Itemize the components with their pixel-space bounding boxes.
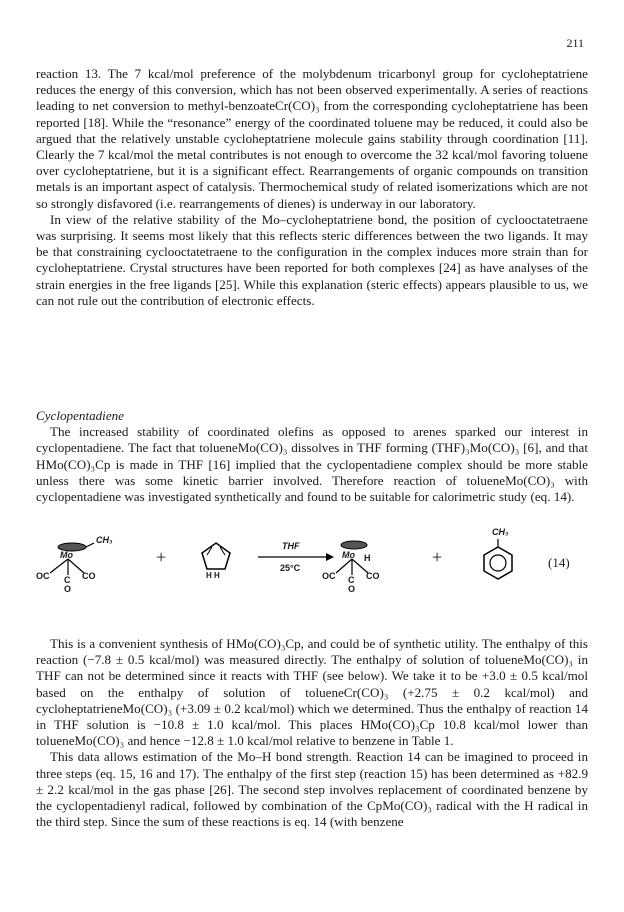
methyl-label: CH₃ (96, 535, 113, 545)
toluene-product-drawing (484, 539, 512, 579)
co-label: CO (82, 571, 96, 581)
paragraph: reaction 13. The 7 kcal/mol preference of the molybdenum tricarbonyl group for cycloheptatriene reduces the energy of this conversion, which has not been observed experimentally. A series of reactions leading to net conversion to methyl-benzoateCr(CO)₃ from the corresponding cycloheptatriene has been reported [18]. While the “resonance” energy of the coordinated toluene may be reduced, it could also be argued that the relatively unstable cycloheptatriene molecule gains stability through coordination [11]. Clearly the 7 kcal/mol the metal contributes is not enough to overcome the 32 kcal/mol favoring toluene over cycloheptatriene, but it is a significant effect. Rearrangements of organic compounds on transition metals is an important aspect of catalysis. Thermochemical study of related isomerizations which are not so strongly disfavored (i.e. rearrangements of dienes) is underway in our laboratory. (36, 66, 588, 211)
metal-label: Mo (60, 550, 73, 560)
reaction-arrow (258, 553, 334, 561)
equation-number: (14) (548, 555, 570, 570)
paragraph: This is a convenient synthesis of HMo(CO)₃Cp, and could be of synthetic utility. The enthalpy of this reaction (−7.8 ± 0.5 kcal/mol) was measured directly. The enthalpy of solution of tolueneMo(CO)₃ in THF can not be determined since it reacts with THF (see below). We take it to be +3.0 ± 0.5 kcal/mol based on the enthalpy of solution of tolueneCr(CO)₃ (+2.75 ± 0.2 kcal/mol) and cycloheptatrieneMo(CO)₃ (+3.09 ± 0.2 kcal/mol) which we determined. Thus the enthalpy of reaction 14 in THF solution is −10.8 ± 1.0 kcal/mol. This places HMo(CO)₃Cp 10.8 kcal/mol lower than tolueneMo(CO)₃ and hence −12.8 ± 1.0 kcal/mol relative to benzene in Table 1. (36, 636, 588, 749)
section-heading: Cyclopentadiene (36, 408, 124, 423)
plus-sign: + (432, 547, 443, 567)
paragraph: This data allows estimation of the Mo–H bond strength. Reaction 14 can be imagined to proceed in three steps (eq. 15, 16 and 17). The enthalpy of the first step (reaction 15) has been determined as +82.9 ± 2.2 kcal/mol in the gas phase [26]. The second step involves replacement of coordinated benzene by the cyclopentadienyl radical, followed by combination of the CpMo(CO)₃ radical with the H radical in the third step. Since the sum of these reactions is eq. 14 (with benzene (36, 749, 588, 830)
temperature-label: 25°C (280, 563, 301, 573)
body-text-bottom (36, 636, 588, 830)
cyclopentadiene-section (36, 408, 588, 505)
body-text-top (36, 66, 588, 309)
reaction-scheme-14 (36, 527, 588, 613)
co-label: CO (366, 571, 380, 581)
scheme-drawing (36, 533, 588, 613)
cp-hydrogens-label: H H (206, 571, 220, 580)
co-label: C (348, 575, 355, 585)
hydride-label: H (364, 553, 371, 563)
co-label: O (64, 584, 72, 594)
toluene-methyl-label: CH₃ (492, 527, 509, 537)
cyclopentadiene-drawing (202, 543, 230, 569)
co-label: OC (36, 571, 50, 581)
page-number: 211 (566, 36, 584, 50)
product-metal-label: Mo (342, 550, 355, 560)
co-label: OC (322, 571, 336, 581)
paragraph: In view of the relative stability of the Mo–cycloheptatriene bond, the position of cyclooctatetraene was surprising. It seems most likely that this reflects steric differences between the two ligands. It may be that constraining cyclooctatetraene to the configuration in the complex induces more strain than for cycloheptatriene. Crystal structures have been reported for both complexes [24] as have analyses of the strain energies in the free ligands [25]. While this explanation (steric effects) appears plausible to us, we can not rule out the contribution of electronic effects. (36, 211, 588, 308)
solvent-label: THF (282, 541, 300, 551)
co-label: O (348, 584, 356, 594)
plus-sign: + (156, 547, 167, 567)
co-label: C (64, 575, 71, 585)
paragraph: The increased stability of coordinated olefins as opposed to arenes sparked our interest in cyclopentadiene. The fact that tolueneMo(CO)₃ dissolves in THF forming (THF)₃Mo(CO)₃ [6], and that HMo(CO)₃Cp is made in THF [16] implied that the cyclopentadiene complex should be more stable unless there was some kinetic barrier involved. Therefore reaction of tolueneMo(CO)₃ with cyclopentadiene was investigated synthetically and found to be suitable for calorimetric study (eq. 14). (36, 424, 588, 505)
